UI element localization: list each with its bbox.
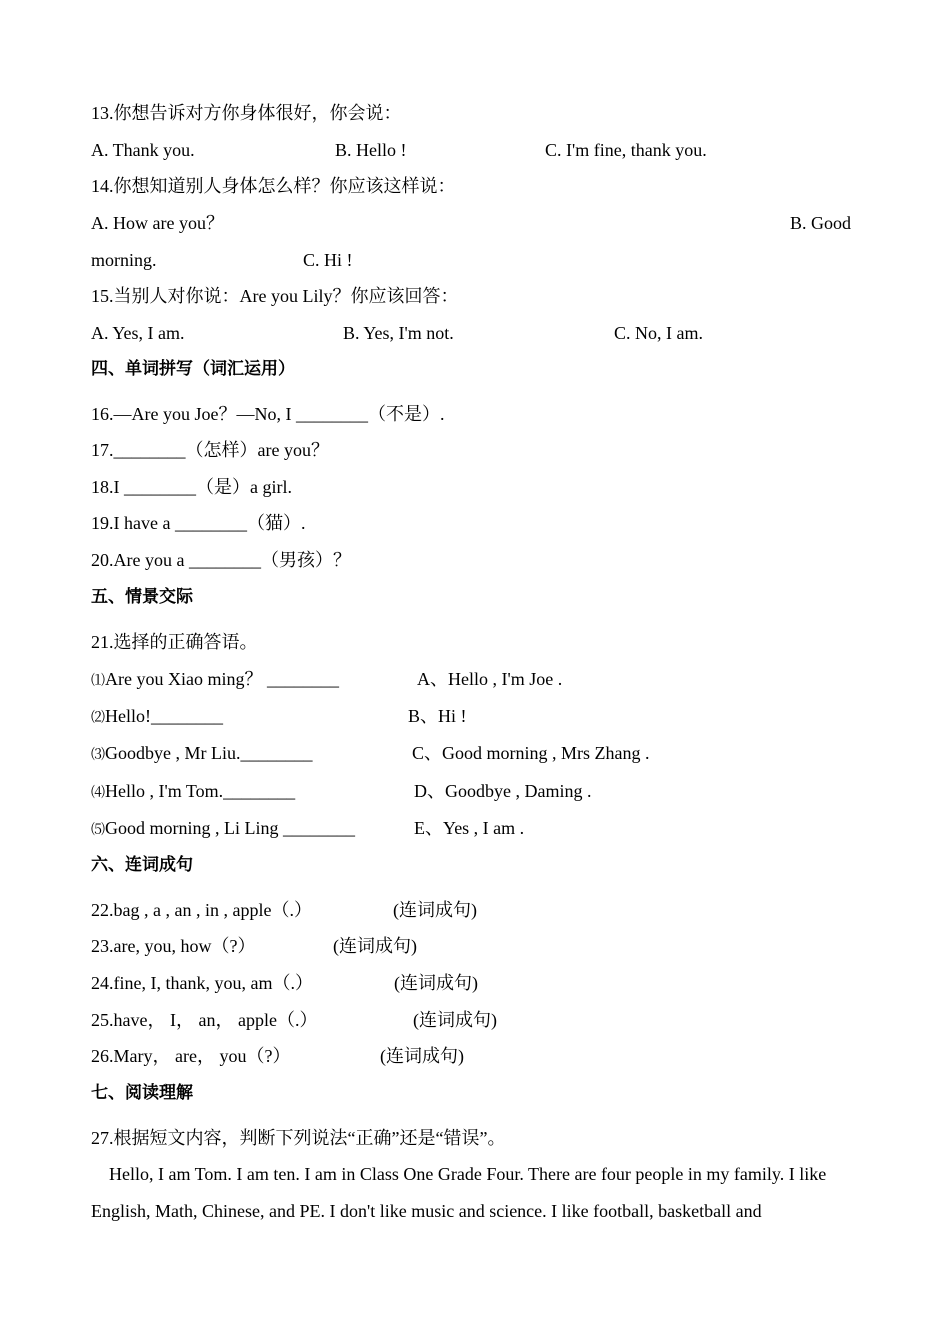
q15-option-b: B. Yes, I'm not. [343, 323, 454, 343]
q23-tag: (连词成句) [333, 936, 417, 956]
q21-row-5-answer: E、Yes , I am . [414, 818, 525, 838]
reading-passage: Hello, I am Tom. I am ten. I am in Class One Grade Four. There are four people in my family. I like English, Math, Chinese, and PE. I don't like music and science. I like football, basketball and [91, 1164, 827, 1221]
q15-option-c: C. No, I am. [614, 323, 703, 343]
q21-row-5-text: Good morning , Li Ling ________ [105, 818, 355, 838]
q26-tag: (连词成句) [380, 1046, 464, 1066]
q14-stem: 14.你想知道别人身体怎么样？你应该这样说： [91, 176, 456, 196]
q21-row-1-answer: A、Hello , I'm Joe . [417, 669, 563, 689]
q23-words: 23.are, you, how（?） [91, 936, 256, 956]
q13-option-a: A. Thank you. [91, 140, 195, 160]
q21-row-3-text: Goodbye , Mr Liu.________ [105, 743, 313, 763]
q24-words: 24.fine, I, thank, you, am（.） [91, 973, 313, 993]
section7-title: 七、阅读理解 [91, 1083, 193, 1103]
q21-row-3-number: ⑶ [91, 748, 105, 763]
q14-option-b: B. Good [790, 213, 852, 233]
q21-row-4-number: ⑷ [91, 786, 105, 801]
q20-item: 20.Are you a ________（男孩）？ [91, 550, 351, 570]
q15-stem: 15.当别人对你说：Are you Lily？你应该回答： [91, 286, 459, 306]
q19-item: 19.I have a ________（猫）. [91, 513, 306, 533]
q21-row-4-answer: D、Goodbye , Daming . [414, 781, 592, 801]
q21-row-2-prompt [91, 705, 223, 730]
q13-option-b: B. Hello ! [335, 140, 407, 160]
q21-row-3-prompt [91, 742, 312, 767]
q21-row-3-answer: C、Good morning , Mrs Zhang . [412, 743, 650, 763]
q18-item: 18.I ________（是）a girl. [91, 477, 292, 497]
q25-tag: (连词成句) [413, 1010, 497, 1030]
q14-option-c: C. Hi ! [303, 250, 353, 270]
q21-row-4-prompt [91, 780, 295, 805]
q21-stem: 21.选择的正确答语。 [91, 632, 258, 652]
q21-row-1-prompt [91, 668, 339, 693]
q21-row-5-prompt [91, 817, 355, 842]
q14-option-a: A. How are you？ [91, 213, 224, 233]
q21-row-2-answer: B、Hi ! [408, 706, 467, 726]
q21-row-1-text: Are you Xiao ming？ ________ [105, 669, 339, 689]
q21-row-2-number: ⑵ [91, 711, 105, 726]
q21-row-1-number: ⑴ [91, 674, 105, 689]
q21-row-2-text: Hello!________ [105, 706, 223, 726]
section5-title: 五、情景交际 [91, 587, 193, 607]
q21-row-4-text: Hello , I'm Tom.________ [105, 781, 296, 801]
q22-words: 22.bag , a , an , in , apple（.） [91, 900, 312, 920]
q22-tag: (连词成句) [393, 900, 477, 920]
q13-option-c: C. I'm fine, thank you. [545, 140, 707, 160]
q15-option-a: A. Yes, I am. [91, 323, 185, 343]
section6-title: 六、连词成句 [91, 855, 193, 875]
q24-tag: (连词成句) [394, 973, 478, 993]
q26-words: 26.Mary， are， you（?） [91, 1046, 291, 1066]
q17-item: 17.________（怎样）are you？ [91, 440, 329, 460]
q13-stem: 13.你想告诉对方你身体很好，你会说： [91, 103, 402, 123]
section4-title: 四、单词拼写（词汇运用） [91, 359, 295, 379]
q21-row-5-number: ⑸ [91, 823, 105, 838]
q14-option-b-continued: morning. [91, 250, 157, 270]
q25-words: 25.have， I， an， apple（.） [91, 1010, 318, 1030]
q16-item: 16.—Are you Joe？—No, I ________（不是）. [91, 404, 445, 424]
q27-stem: 27.根据短文内容，判断下列说法“正确”还是“错误”。 [91, 1128, 506, 1148]
